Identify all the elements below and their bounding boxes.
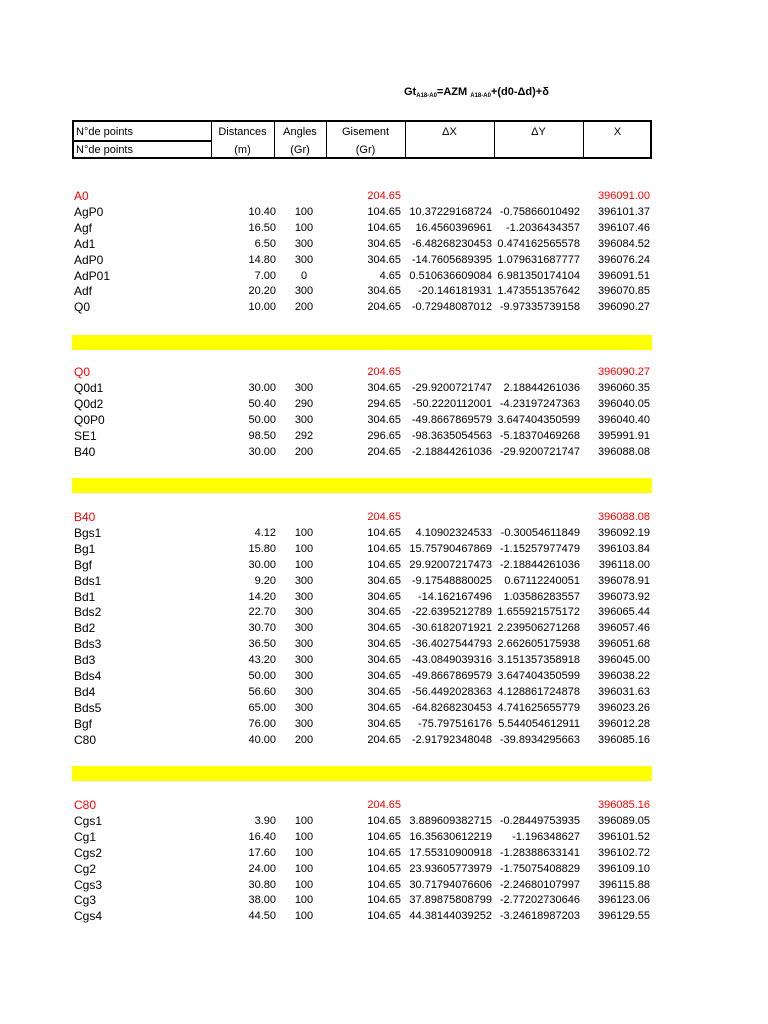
delta-x: -98.3635054563	[411, 429, 492, 442]
gisement: 304.65	[367, 381, 401, 394]
station-gisement: 204.65	[367, 799, 401, 811]
table-row	[72, 220, 652, 236]
point-name: Bds1	[74, 573, 102, 588]
delta-y: -1.75075408829	[499, 862, 580, 875]
delta-y: 1.03586283557	[503, 590, 580, 603]
delta-x: 30.71794076606	[409, 878, 492, 891]
x-coord: 396101.52	[598, 830, 650, 843]
angle: 200	[294, 301, 314, 314]
distance: 40.00	[248, 733, 276, 746]
delta-y: 3.647404350599	[497, 413, 580, 426]
distance: 43.20	[248, 654, 276, 667]
point-name: C80	[74, 732, 97, 747]
point-name: Q0d2	[74, 396, 104, 411]
x-coord: 396102.72	[598, 846, 650, 859]
delta-x: -2.91792348048	[411, 733, 492, 746]
station-row	[72, 188, 652, 204]
angle: 300	[294, 285, 314, 298]
point-name: Cgs3	[74, 877, 103, 892]
delta-y: 0.67112240051	[504, 574, 580, 587]
delta-x: -20.146181931	[417, 285, 492, 298]
distance: 14.20	[248, 590, 276, 603]
delta-y: 1.473551357642	[497, 285, 580, 298]
x-coord: 396123.06	[598, 894, 650, 907]
header-point-number: N°de points	[76, 126, 133, 138]
angle: 100	[294, 878, 314, 891]
gisement: 104.65	[367, 542, 401, 555]
angle: 300	[294, 413, 314, 426]
point-name: Ad1	[74, 236, 96, 251]
gisement: 304.65	[367, 253, 401, 266]
delta-x: -43.0849039316	[411, 654, 492, 667]
delta-x: -14.7605689395	[411, 253, 492, 266]
table-row	[72, 861, 652, 877]
point-name: Adf	[74, 284, 93, 299]
table-row	[72, 845, 652, 861]
distance: 15.80	[248, 542, 276, 555]
angle: 100	[294, 846, 314, 859]
x-coord: 396040.05	[598, 397, 650, 410]
x-coord: 396085.16	[598, 733, 650, 746]
table-row	[72, 908, 652, 924]
gisement: 304.65	[367, 654, 401, 667]
table-row	[72, 620, 652, 636]
x-coord: 396065.44	[598, 606, 650, 619]
gisement: 304.65	[367, 717, 401, 730]
gisement: 104.65	[367, 814, 401, 827]
gisement: 104.65	[367, 846, 401, 859]
gisement: 104.65	[367, 878, 401, 891]
table-row	[72, 684, 652, 700]
table-row	[72, 892, 652, 908]
delta-x: -75.797516176	[417, 717, 492, 730]
section-separator	[72, 478, 652, 493]
delta-y: -9.97335739158	[499, 301, 580, 314]
table-row	[72, 877, 652, 893]
header-distances: Distances	[218, 126, 267, 138]
x-coord: 396129.55	[598, 910, 650, 923]
table-row	[72, 412, 652, 428]
table-row	[72, 252, 652, 268]
point-name: Bgs1	[74, 525, 102, 540]
distance: 6.50	[254, 237, 276, 250]
angle: 300	[294, 654, 314, 667]
x-coord: 396078.91	[598, 574, 650, 587]
point-name: SE1	[74, 428, 97, 443]
angle: 300	[294, 701, 314, 714]
delta-y: 4.128861724878	[497, 685, 580, 698]
delta-x: 15.75790467869	[409, 542, 492, 555]
distance: 20.20	[248, 285, 276, 298]
delta-x: 0.510636609084	[409, 269, 492, 282]
station-row	[72, 797, 652, 813]
station-point: C80	[74, 798, 97, 812]
angle: 300	[294, 717, 314, 730]
point-name: Bd4	[74, 684, 96, 699]
delta-x: 17.55310900918	[409, 846, 492, 859]
angle: 300	[294, 622, 314, 635]
distance: 65.00	[248, 701, 276, 714]
table-row	[72, 299, 652, 315]
delta-x: 44.38144039252	[409, 910, 492, 923]
point-name: Bds5	[74, 700, 102, 715]
delta-x: -14.162167496	[417, 590, 492, 603]
point-name: Cg2	[74, 861, 97, 876]
delta-y: 2.18844261036	[503, 381, 580, 394]
table-row	[72, 396, 652, 412]
gisement: 104.65	[367, 830, 401, 843]
delta-x: -36.4027544793	[411, 638, 492, 651]
distance: 56.60	[248, 685, 276, 698]
x-coord: 396051.68	[598, 638, 650, 651]
point-name: Bd2	[74, 621, 96, 636]
delta-x: 37.89875808799	[409, 894, 492, 907]
angle: 292	[294, 429, 314, 442]
distance: 7.00	[254, 269, 276, 282]
station-point: B40	[74, 510, 96, 524]
table-row	[72, 444, 652, 460]
delta-y: -3.24618987203	[499, 910, 580, 923]
point-name: Bds2	[74, 605, 102, 620]
table-row	[72, 589, 652, 605]
station-x: 396091.00	[598, 190, 650, 202]
table-row	[72, 829, 652, 845]
header-unit-m: (m)	[234, 144, 251, 156]
angle: 300	[294, 670, 314, 682]
x-coord: 396060.35	[598, 381, 650, 394]
gisement: 304.65	[367, 285, 401, 298]
point-name: Cg1	[74, 829, 97, 844]
x-coord: 396023.26	[598, 701, 650, 714]
angle: 100	[294, 814, 314, 827]
delta-y: -4.23197247363	[499, 397, 580, 410]
header-point-number-2: N°de points	[76, 144, 133, 156]
point-name: Cg3	[74, 893, 97, 908]
angle: 300	[294, 685, 314, 698]
gisement: 304.65	[367, 622, 401, 635]
point-name: Cgs4	[74, 909, 103, 924]
delta-x: -0.72948087012	[411, 301, 492, 314]
delta-x: 16.35630612219	[409, 830, 492, 843]
point-name: AdP01	[74, 268, 111, 283]
delta-x: 23.93605773979	[409, 862, 492, 875]
header-delta-y: ΔY	[531, 126, 546, 138]
distance: 98.50	[248, 429, 276, 442]
point-name: Bds3	[74, 637, 102, 652]
header-angles: Angles	[283, 126, 317, 138]
x-coord: 396109.10	[598, 862, 650, 875]
angle: 300	[294, 381, 314, 394]
delta-x: -56.4492028363	[411, 685, 492, 698]
delta-y: -29.9200721747	[499, 445, 580, 458]
header-delta-x: ΔX	[442, 126, 457, 138]
table-header	[72, 120, 652, 159]
delta-y: -1.28388633141	[499, 846, 580, 859]
angle: 300	[294, 574, 314, 587]
delta-y: -2.77202730646	[499, 894, 580, 907]
distance: 10.40	[248, 205, 276, 218]
distance: 24.00	[248, 862, 276, 875]
station-row	[72, 509, 652, 525]
delta-x: -22.6395212789	[411, 606, 492, 619]
table-row	[72, 813, 652, 829]
x-coord: 396090.27	[598, 301, 650, 314]
point-name: Bgf	[74, 716, 93, 731]
x-coord: 396107.46	[598, 221, 650, 234]
delta-x: -49.8667869579	[411, 413, 492, 426]
delta-y: -1.196348627	[512, 830, 580, 843]
delta-y: -1.15257977479	[499, 542, 580, 555]
table-row	[72, 604, 652, 620]
gisement: 104.65	[367, 894, 401, 907]
point-name: Cgs1	[74, 813, 103, 828]
delta-x: -2.18844261036	[411, 445, 492, 458]
gisement: 204.65	[367, 301, 401, 314]
angle: 0	[300, 269, 308, 282]
header-unit-gr-angles: (Gr)	[290, 144, 310, 156]
x-coord: 396031.63	[598, 685, 650, 698]
section-separator	[72, 766, 652, 781]
x-coord: 396092.19	[598, 526, 650, 539]
distance: 14.80	[248, 253, 276, 266]
station-x: 396088.08	[598, 511, 650, 523]
table-row	[72, 668, 652, 684]
delta-y: 2.239506271268	[497, 622, 580, 635]
delta-x: 16.4560396961	[415, 221, 492, 234]
delta-y: 0.474162565578	[497, 237, 580, 250]
gisement: 104.65	[367, 526, 401, 539]
angle: 100	[294, 542, 314, 555]
gisement: 304.65	[367, 413, 401, 426]
gisement: 304.65	[367, 701, 401, 714]
delta-x: 4.10902324533	[415, 526, 492, 539]
point-name: Cgs2	[74, 845, 103, 860]
station-point: Q0	[74, 365, 91, 379]
angle: 200	[294, 733, 314, 746]
gisement: 304.65	[367, 606, 401, 619]
gisement: 304.65	[367, 670, 401, 682]
delta-x: -29.9200721747	[411, 381, 492, 394]
gisement-formula: $Gt_{A18-A0}=AZM$ $_{A18-A0}$+(d0-Δd)+δ	[404, 86, 549, 99]
section-separator	[72, 335, 652, 350]
station-x: 396085.16	[598, 799, 650, 811]
gisement: 104.65	[367, 205, 401, 218]
point-name: Bgf	[74, 557, 93, 572]
delta-y: 6.981350174104	[497, 269, 580, 282]
distance: 44.50	[248, 910, 276, 923]
distance: 3.90	[254, 814, 276, 827]
distance: 76.00	[248, 717, 276, 730]
x-coord: 396118.00	[598, 558, 650, 571]
delta-y: 3.647404350599	[497, 670, 580, 682]
delta-y: 4.741625655779	[497, 701, 580, 714]
angle: 100	[294, 830, 314, 843]
distance: 30.00	[248, 381, 276, 394]
gisement: 304.65	[367, 237, 401, 250]
delta-y: 3.151357358918	[497, 654, 580, 667]
gisement: 304.65	[367, 574, 401, 587]
point-name: B40	[74, 444, 96, 459]
delta-y: 1.655921575172	[497, 606, 580, 619]
distance: 30.00	[248, 445, 276, 458]
angle: 100	[294, 910, 314, 923]
table-row	[72, 652, 652, 668]
gisement: 204.65	[367, 733, 401, 746]
delta-y: 2.662605175938	[497, 638, 580, 651]
delta-y: -2.18844261036	[499, 558, 580, 571]
gisement: 304.65	[367, 638, 401, 651]
table-row	[72, 700, 652, 716]
gisement: 4.65	[379, 269, 401, 282]
delta-x: -49.8667869579	[411, 670, 492, 682]
x-coord: 396040.40	[598, 413, 650, 426]
table-row	[72, 636, 652, 652]
angle: 300	[294, 638, 314, 651]
distance: 10.00	[248, 301, 276, 314]
station-gisement: 204.65	[367, 366, 401, 378]
x-coord: 396115.88	[598, 878, 650, 891]
delta-x: 29.92007217473	[409, 558, 492, 571]
distance: 30.00	[248, 558, 276, 571]
header-gisement: Gisement	[341, 126, 390, 138]
station-row	[72, 364, 652, 380]
point-name: Q0d1	[74, 380, 104, 395]
table-row	[72, 541, 652, 557]
station-point: A0	[74, 189, 89, 203]
distance: 50.00	[248, 413, 276, 426]
point-name: AdP0	[74, 252, 104, 267]
station-gisement: 204.65	[367, 511, 401, 523]
table-row	[72, 283, 652, 299]
gisement: 104.65	[367, 221, 401, 234]
angle: 300	[294, 606, 314, 619]
delta-y: -5.18370469268	[499, 429, 580, 442]
distance: 50.00	[248, 670, 276, 682]
x-coord: 396103.84	[598, 542, 650, 555]
delta-x: 10.37229168724	[409, 205, 492, 218]
distance: 4.12	[254, 526, 276, 539]
delta-y: -39.8934295663	[499, 733, 580, 746]
distance: 38.00	[248, 894, 276, 907]
distance: 22.70	[248, 606, 276, 619]
x-coord: 396076.24	[598, 253, 650, 266]
gisement: 104.65	[367, 862, 401, 875]
x-coord: 396101.37	[598, 205, 650, 218]
delta-x: -64.8268230453	[411, 701, 492, 714]
delta-y: -0.30054611849	[500, 526, 580, 539]
table-row	[72, 268, 652, 284]
delta-x: -9.17548880025	[411, 574, 492, 587]
x-coord: 396089.05	[598, 814, 650, 827]
point-name: Bg1	[74, 541, 96, 556]
distance: 16.40	[248, 830, 276, 843]
point-name: Bds4	[74, 669, 102, 683]
delta-y: 1.079631687777	[497, 253, 580, 266]
delta-x: -6.48268230453	[411, 237, 492, 250]
table-row	[72, 204, 652, 220]
x-coord: 396073.92	[598, 590, 650, 603]
angle: 100	[294, 558, 314, 571]
x-coord: 396091.51	[598, 269, 650, 282]
table-row	[72, 525, 652, 541]
table-row	[72, 732, 652, 748]
point-name: Q0	[74, 300, 91, 315]
gisement: 104.65	[367, 558, 401, 571]
station-x: 396090.27	[598, 366, 650, 378]
point-name: Bd3	[74, 653, 96, 668]
distance: 17.60	[248, 846, 276, 859]
table-row	[72, 236, 652, 252]
header-x: X	[613, 126, 622, 138]
angle: 100	[294, 894, 314, 907]
angle: 100	[294, 526, 314, 539]
table-row	[72, 557, 652, 573]
gisement: 294.65	[367, 397, 401, 410]
gisement: 104.65	[367, 910, 401, 923]
delta-y: -0.75866010492	[499, 205, 580, 218]
angle: 300	[294, 590, 314, 603]
x-coord: 396012.28	[598, 717, 650, 730]
distance: 9.20	[254, 574, 276, 587]
x-coord: 396070.85	[598, 285, 650, 298]
station-gisement: 204.65	[367, 190, 401, 202]
x-coord: 395991.91	[598, 429, 650, 442]
point-name: Bd1	[74, 589, 96, 604]
angle: 290	[294, 397, 314, 410]
angle: 100	[294, 221, 314, 234]
gisement: 296.65	[367, 429, 401, 442]
point-name: AgP0	[74, 204, 104, 219]
table-row	[72, 428, 652, 444]
delta-y: 5.544054612911	[498, 717, 580, 730]
table-row	[72, 716, 652, 732]
table-row	[72, 573, 652, 589]
table-row	[72, 380, 652, 396]
distance: 36.50	[248, 638, 276, 651]
delta-y: -2.24680107997	[499, 878, 580, 891]
gisement: 204.65	[367, 445, 401, 458]
header-unit-gr-gisement: (Gr)	[355, 144, 376, 156]
delta-x: -50.2220112001	[412, 397, 492, 410]
delta-x: -30.6182071921	[411, 622, 492, 635]
angle: 300	[294, 237, 314, 250]
point-name: Agf	[74, 220, 93, 235]
distance: 50.40	[248, 397, 276, 410]
delta-y: -0.28449753935	[499, 814, 580, 827]
gisement: 304.65	[367, 685, 401, 698]
distance: 16.50	[248, 221, 276, 234]
x-coord: 396038.22	[598, 670, 650, 682]
x-coord: 396088.08	[598, 445, 650, 458]
x-coord: 396057.46	[598, 622, 650, 635]
gisement: 304.65	[367, 590, 401, 603]
x-coord: 396045.00	[598, 654, 650, 667]
angle: 200	[294, 445, 314, 458]
angle: 300	[294, 253, 314, 266]
angle: 100	[294, 205, 314, 218]
angle: 100	[294, 862, 314, 875]
distance: 30.70	[248, 622, 276, 635]
x-coord: 396084.52	[598, 237, 650, 250]
delta-x: 3.889609382715	[409, 814, 492, 827]
distance: 30.80	[248, 878, 276, 891]
point-name: Q0P0	[74, 412, 105, 427]
delta-y: -1.2036434357	[505, 221, 580, 234]
